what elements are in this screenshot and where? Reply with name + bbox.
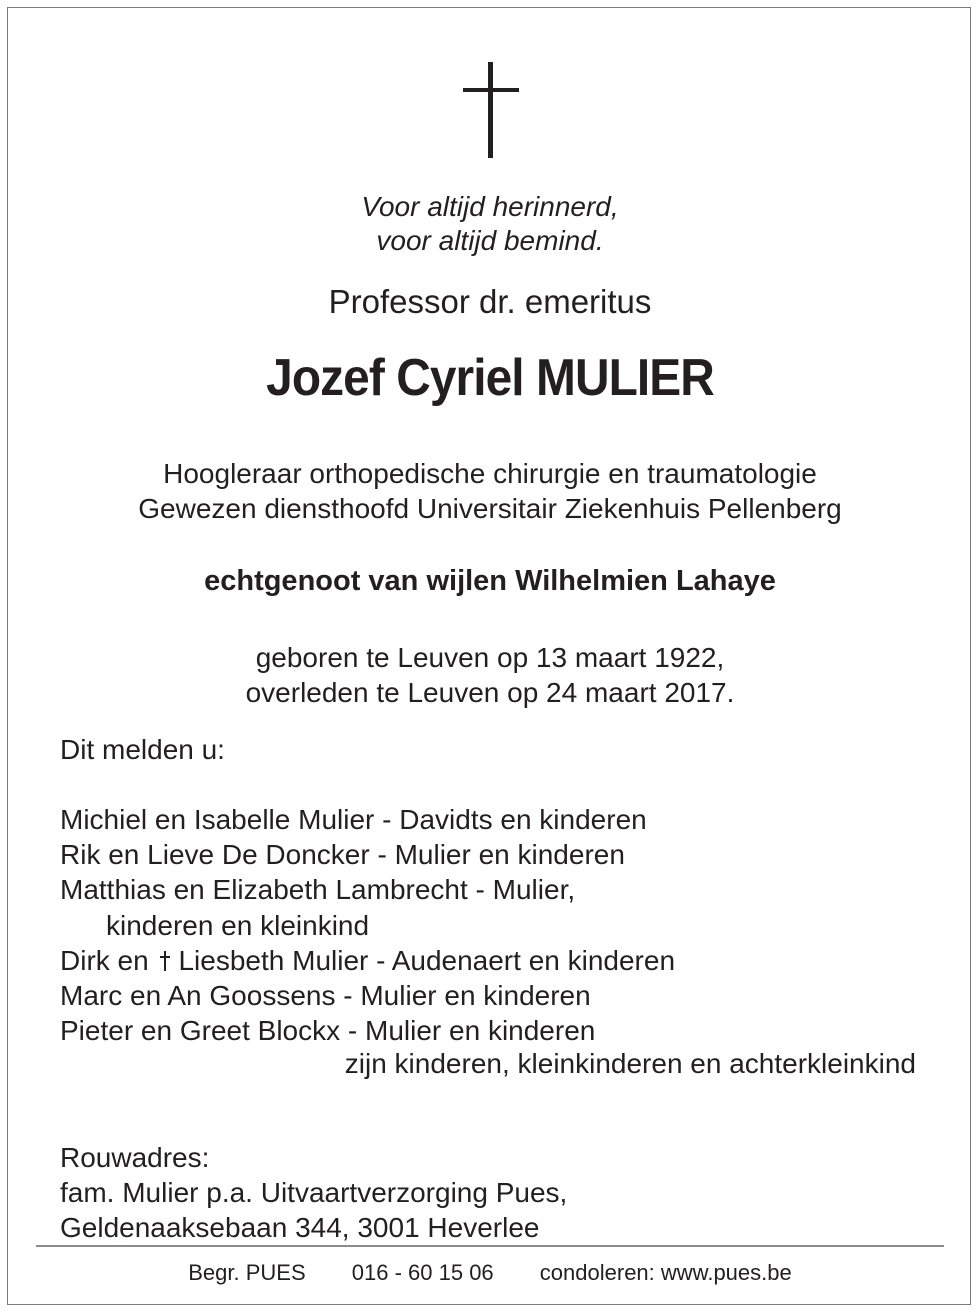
family-list xyxy=(60,802,675,1048)
family-line xyxy=(60,943,675,978)
address-label: Rouwadres: xyxy=(60,1142,210,1173)
family-line: kinderen en kleinkind xyxy=(106,909,370,941)
announce-intro: Dit melden u: xyxy=(60,734,225,765)
cross-icon xyxy=(463,62,519,158)
footer xyxy=(0,1260,980,1286)
positions xyxy=(0,456,980,526)
divider xyxy=(36,1245,944,1247)
address-line: Geldenaaksebaan 344, 3001 Heverlee xyxy=(60,1212,540,1243)
undertaker-name: Begr. PUES xyxy=(188,1260,306,1285)
position-line: Gewezen diensthoofd Universitair Ziekenhuis Pellenberg xyxy=(138,493,842,524)
academic-title: Professor dr. emeritus xyxy=(328,283,652,320)
motto-line: voor altijd bemind. xyxy=(376,225,604,256)
family-line-part: Liesbeth Mulier - Audenaert en kinderen xyxy=(178,944,676,976)
motto-line: Voor altijd herinnerd, xyxy=(361,191,619,222)
mourning-address xyxy=(60,1140,567,1245)
family-line-part: Dirk en xyxy=(60,944,149,976)
family-line: Marc en An Goossens - Mulier en kinderen xyxy=(60,980,591,1012)
address-line: fam. Mulier p.a. Uitvaartverzorging Pues, xyxy=(60,1177,568,1208)
family-summary: zijn kinderen, kleinkinderen en achterkleinkind xyxy=(344,1048,916,1079)
death-line: overleden te Leuven op 24 maart 2017. xyxy=(245,677,735,708)
position-line: Hoogleraar orthopedische chirurgie en traumatologie xyxy=(163,458,817,489)
birth-line: geboren te Leuven op 13 maart 1922, xyxy=(255,642,725,673)
family-line: Rik en Lieve De Doncker - Mulier en kinderen xyxy=(60,839,625,871)
motto xyxy=(0,190,980,258)
family-line: Pieter en Greet Blockx - Mulier en kinderen xyxy=(60,1015,596,1047)
deceased-name: Jozef Cyriel MULIER xyxy=(266,349,714,407)
family-line: Michiel en Isabelle Mulier - Davidts en kinderen xyxy=(60,804,647,835)
deceased-cross-icon xyxy=(159,951,171,971)
family-line: Matthias en Elizabeth Lambrecht - Mulier, xyxy=(60,874,576,906)
spouse-line: echtgenoot van wijlen Wilhelmien Lahaye xyxy=(204,565,776,597)
life-dates xyxy=(0,640,980,710)
condolence-link[interactable]: condoleren: www.pues.be xyxy=(539,1260,792,1285)
undertaker-phone: 016 - 60 15 06 xyxy=(351,1260,494,1285)
